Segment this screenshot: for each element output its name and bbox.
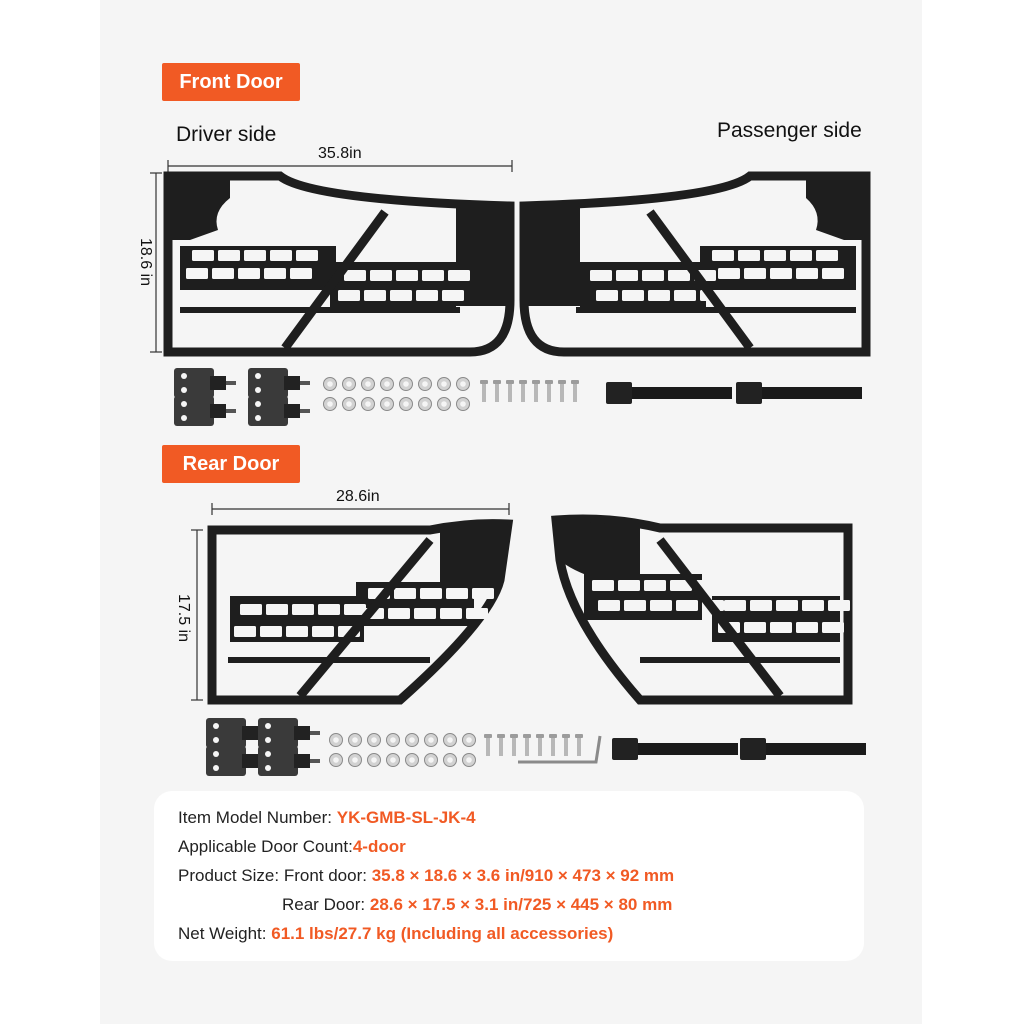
- front-width-dimension: 35.8in: [318, 145, 362, 162]
- rear-size-label: Rear Door:: [282, 895, 370, 914]
- front-passenger-door: [524, 176, 866, 352]
- front-height-dimension: 18.6 in: [137, 237, 154, 287]
- rear-height-dimension: 17.5 in: [175, 593, 192, 643]
- passenger-side-label: Passenger side: [717, 119, 862, 142]
- front-size-value: 35.8 × 18.6 × 3.6 in/910 × 473 × 92 mm: [371, 866, 675, 885]
- net-weight-value: 61.1 lbs/27.7 kg (Including all accessories): [271, 924, 614, 943]
- door-count-value: 4-door: [352, 837, 406, 856]
- door-count-row: [178, 837, 406, 857]
- rear-width-dimension: 28.6in: [336, 488, 380, 505]
- driver-side-label: Driver side: [176, 123, 277, 146]
- rear-passenger-door: [556, 519, 850, 700]
- front-driver-door: [168, 176, 510, 352]
- spec-card: [154, 791, 864, 961]
- rear-accessories: [206, 718, 866, 776]
- model-number-row: [178, 808, 476, 828]
- product-size-label: Product Size: Front door:: [178, 866, 372, 885]
- door-count-label: Applicable Door Count:: [178, 837, 353, 856]
- net-weight-label: Net Weight:: [178, 924, 272, 943]
- rear-door-tag: Rear Door: [162, 445, 300, 483]
- rear-driver-door: [212, 524, 508, 700]
- rear-size-row: [282, 895, 672, 915]
- front-door-tag: Front Door: [162, 63, 300, 101]
- front-accessories: [174, 368, 862, 426]
- net-weight-row: [178, 924, 613, 944]
- rear-size-value: 28.6 × 17.5 × 3.1 in/725 × 445 × 80 mm: [369, 895, 673, 914]
- model-number-label: Item Model Number:: [178, 808, 337, 827]
- front-size-row: [178, 866, 674, 886]
- model-number-value: YK-GMB-SL-JK-4: [336, 808, 476, 827]
